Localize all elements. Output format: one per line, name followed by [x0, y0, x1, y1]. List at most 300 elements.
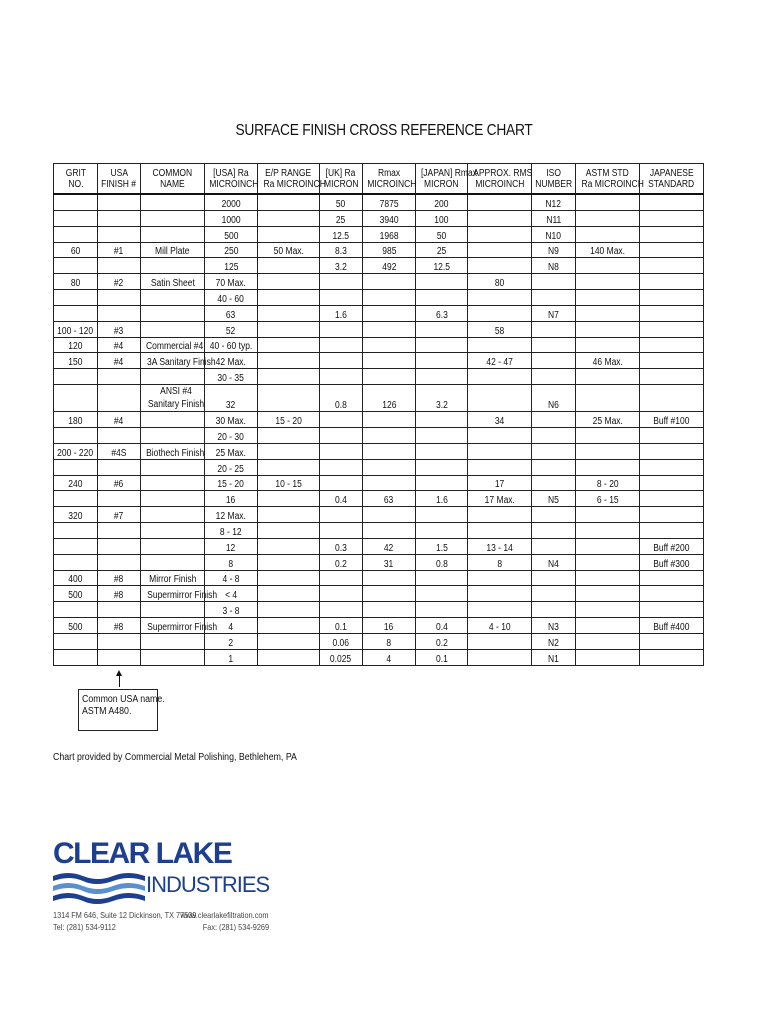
table-cell: [416, 491, 468, 507]
cell-text: N11: [546, 214, 561, 226]
table-cell: [468, 353, 532, 369]
table-cell: [141, 618, 218, 634]
table-cell: [576, 427, 640, 443]
table-cell: [468, 443, 532, 459]
table-cell: [640, 194, 704, 210]
cell-text: 0.1: [335, 621, 347, 633]
table-row: [54, 369, 704, 385]
cell-text: N1: [548, 653, 559, 665]
table-cell: [640, 523, 704, 539]
table-cell: [416, 507, 468, 523]
table-cell: [54, 554, 98, 570]
table-cell: [416, 337, 468, 353]
table-cell: [468, 602, 532, 618]
table-cell: [576, 353, 640, 369]
table-cell: [576, 554, 640, 570]
table-cell: [363, 602, 416, 618]
cell-text: 250: [223, 246, 239, 258]
cell-text: 100: [434, 214, 449, 226]
cell-text: N9: [548, 246, 559, 258]
table-cell: [258, 523, 320, 539]
table-cell: [98, 602, 141, 618]
table-cell: [532, 570, 576, 586]
table-cell: [141, 258, 205, 274]
column-header: [363, 164, 416, 195]
table-cell: [416, 649, 468, 665]
cell-text: Buff #300: [653, 558, 690, 570]
cell-text: Buff #400: [653, 621, 690, 633]
table-cell: [54, 321, 98, 337]
table-cell: [320, 633, 363, 649]
table-cell: [320, 602, 363, 618]
table-cell: [532, 618, 576, 634]
table-cell: [258, 194, 320, 210]
cell-text: 40 - 60: [217, 293, 245, 305]
table-cell: [98, 554, 141, 570]
cell-text: Commercial #4: [146, 341, 204, 353]
table-cell: [258, 353, 320, 369]
cell-text: 100 - 120: [57, 325, 94, 337]
cell-text: 16: [384, 621, 394, 633]
table-cell: [416, 242, 468, 258]
table-cell: [363, 538, 416, 554]
table-cell: [205, 475, 258, 491]
table-cell: [532, 633, 576, 649]
column-header-line: MICRON: [424, 178, 459, 190]
cell-text: 8.3: [335, 246, 347, 258]
table-cell: [54, 459, 98, 475]
column-header-line: STANDARD: [648, 178, 695, 190]
table-cell: [320, 210, 363, 226]
cell-text: 16: [226, 495, 236, 507]
table-row: [54, 507, 704, 523]
table-cell: [416, 618, 468, 634]
table-cell: [54, 369, 98, 385]
table-cell: [141, 290, 205, 306]
table-cell: [98, 443, 141, 459]
cell-text: #6: [114, 479, 124, 491]
table-cell: [54, 290, 98, 306]
table-cell: [141, 586, 218, 602]
table-cell: [640, 554, 704, 570]
cell-text: 1.6: [435, 495, 448, 507]
table-cell: [141, 385, 205, 412]
cell-text: 4: [228, 621, 234, 633]
table-cell: [205, 649, 258, 665]
column-header-line: GRIT: [65, 167, 86, 179]
table-row: [54, 210, 704, 226]
note-line-1: Common USA name.: [82, 694, 165, 705]
table-cell: [468, 305, 532, 321]
table-cell: [363, 242, 416, 258]
table-cell: [640, 226, 704, 242]
table-cell: [532, 353, 576, 369]
table-cell: [320, 538, 363, 554]
column-header: [320, 164, 363, 195]
table-cell: [576, 385, 640, 412]
table-row: [54, 226, 704, 242]
cell-text: 50: [436, 230, 447, 242]
cell-text: 42: [384, 542, 394, 554]
table-body: [54, 194, 704, 665]
table-cell: [576, 649, 640, 665]
table-cell: [468, 523, 532, 539]
table-row: [54, 649, 704, 665]
table-cell: [363, 290, 416, 306]
cell-text: 58: [494, 325, 505, 337]
cell-text: 500: [68, 590, 83, 602]
table-cell: [205, 633, 258, 649]
table-cell: [54, 618, 98, 634]
table-cell: [532, 290, 576, 306]
column-header: [640, 164, 704, 195]
contact-address: 1314 FM 646, Suite 12 Dickinson, TX 77539: [53, 910, 197, 920]
table-cell: [205, 602, 258, 618]
table-cell: [363, 586, 416, 602]
cell-text: #8: [114, 621, 124, 633]
table-cell: [416, 369, 468, 385]
table-cell: [54, 491, 98, 507]
table-cell: [54, 385, 98, 412]
table-row: [54, 258, 704, 274]
table-cell: [468, 554, 532, 570]
table-cell: [258, 649, 320, 665]
table-cell: [320, 385, 363, 412]
table-cell: [205, 385, 258, 412]
table-cell: [320, 274, 363, 290]
cell-text: 60: [70, 246, 81, 258]
table-row: [54, 321, 704, 337]
cell-text: 30 - 35: [217, 373, 245, 385]
note-line-2: ASTM A480.: [82, 706, 132, 717]
table-cell: [416, 554, 468, 570]
column-header-line: NUMBER: [535, 178, 573, 190]
cell-text: #4: [114, 357, 124, 369]
cell-text: N8: [548, 262, 559, 274]
table-cell: [576, 538, 640, 554]
table-cell: [141, 649, 205, 665]
table-cell: [363, 337, 416, 353]
table-cell: [258, 459, 320, 475]
cell-text: 15 - 20: [275, 415, 302, 427]
table-row: [54, 633, 704, 649]
table-cell: [363, 305, 416, 321]
table-cell: [640, 649, 704, 665]
cell-text: Supermirror Finish: [147, 621, 218, 633]
cell-text: 6 - 15: [596, 495, 619, 507]
table-cell: [320, 427, 363, 443]
table-cell: [258, 586, 320, 602]
table-cell: [54, 305, 98, 321]
cell-text: Supermirror Finish: [147, 590, 218, 602]
cell-text: 46 Max.: [592, 357, 623, 369]
table-cell: [98, 258, 141, 274]
table-cell: [640, 385, 704, 412]
chart-title: SURFACE FINISH CROSS REFERENCE CHART: [235, 122, 533, 139]
table-cell: [363, 649, 416, 665]
table-cell: [98, 633, 141, 649]
table-cell: [205, 554, 258, 570]
cell-text: 2000: [221, 198, 241, 210]
table-cell: [416, 538, 468, 554]
table-cell: [468, 459, 532, 475]
table-cell: [54, 353, 98, 369]
cell-text: N7: [548, 309, 559, 321]
table-cell: [576, 633, 640, 649]
cell-text: 25: [436, 246, 447, 258]
table-cell: [320, 618, 363, 634]
table-cell: [320, 507, 363, 523]
cell-text: #8: [114, 574, 124, 586]
table-cell: [468, 538, 532, 554]
cell-text: 13 - 14: [486, 542, 513, 554]
table-cell: [258, 305, 320, 321]
column-header-line: MICROINCH: [367, 178, 417, 190]
table-cell: [258, 210, 320, 226]
column-header-line: [USA] Ra: [213, 167, 249, 179]
table-cell: [640, 427, 704, 443]
cell-text: 7875: [379, 198, 399, 210]
table-cell: [141, 305, 205, 321]
table-cell: [98, 353, 141, 369]
table-cell: [141, 633, 205, 649]
column-header: [576, 164, 644, 195]
table-cell: [54, 443, 98, 459]
table-cell: [258, 274, 320, 290]
table-cell: [320, 369, 363, 385]
table-cell: [416, 194, 468, 210]
column-header-line: ISO: [546, 167, 561, 179]
table-cell: [141, 570, 205, 586]
contact-fax: Fax: (281) 534-9269: [202, 922, 269, 932]
table-cell: [98, 507, 141, 523]
table-cell: [640, 242, 704, 258]
table-cell: [468, 369, 532, 385]
table-cell: [363, 274, 416, 290]
cell-text: 8 - 20: [596, 479, 619, 491]
table-row: [54, 554, 704, 570]
table-cell: [98, 242, 141, 258]
cell-text: N5: [548, 495, 559, 507]
table-cell: [640, 210, 704, 226]
cell-text: 3A Sanitary Finish: [147, 357, 216, 369]
surface-finish-table: [53, 163, 704, 666]
logo-line-2: INDUSTRIES: [146, 872, 270, 897]
table-cell: [640, 459, 704, 475]
table-cell: [416, 443, 468, 459]
table-cell: [205, 523, 258, 539]
table-cell: [532, 412, 576, 428]
table-cell: [532, 194, 576, 210]
table-cell: [258, 242, 320, 258]
table-cell: [532, 305, 576, 321]
table-cell: [640, 337, 704, 353]
table-cell: [363, 475, 416, 491]
cell-text: 40 - 60 typ.: [209, 341, 253, 353]
table-cell: [576, 274, 640, 290]
table-cell: [205, 459, 258, 475]
cell-text: 126: [381, 400, 397, 412]
cell-text: 0.4: [435, 621, 448, 633]
table-cell: [320, 570, 363, 586]
table-cell: [640, 412, 704, 428]
table-cell: [141, 210, 205, 226]
cell-text: 12.5: [433, 262, 450, 274]
cell-text: 30 Max.: [215, 415, 247, 427]
table-cell: [320, 290, 363, 306]
cell-text: #4: [114, 341, 124, 353]
cell-text: 50: [336, 198, 346, 210]
cell-text: 500: [223, 230, 239, 242]
table-cell: [532, 491, 576, 507]
table-cell: [468, 258, 532, 274]
column-header-line: COMMON: [152, 167, 193, 179]
table-cell: [363, 507, 416, 523]
table-cell: [98, 305, 141, 321]
cell-text: Buff #100: [653, 415, 690, 427]
cell-text: 8: [228, 558, 234, 570]
table-cell: [98, 618, 141, 634]
table-cell: [640, 274, 704, 290]
table-cell: [258, 507, 320, 523]
cell-text: N6: [548, 400, 559, 412]
table-row: [54, 459, 704, 475]
table-cell: [640, 290, 704, 306]
table-cell: [98, 194, 141, 210]
table-cell: [363, 194, 416, 210]
table-cell: [363, 427, 416, 443]
table-cell: [532, 321, 576, 337]
cell-text: 492: [381, 262, 397, 274]
table-cell: [468, 274, 532, 290]
cell-text: 6.3: [435, 309, 448, 321]
column-header: [258, 164, 326, 195]
cell-text: 63: [226, 309, 236, 321]
cell-text: 63: [384, 495, 394, 507]
column-header-line: USA: [110, 167, 128, 179]
table-cell: [416, 459, 468, 475]
cell-text: 12: [226, 542, 236, 554]
table-cell: [141, 491, 205, 507]
column-header-line: Ra MICROINCH: [581, 178, 644, 190]
table-cell: [54, 412, 98, 428]
table-cell: [320, 459, 363, 475]
table-cell: [320, 258, 363, 274]
table-cell: [532, 242, 576, 258]
table-cell: [576, 242, 640, 258]
cell-text: #2: [114, 278, 124, 290]
table-cell: [532, 274, 576, 290]
column-header-line: FINISH #: [101, 178, 137, 190]
table-row: [54, 491, 704, 507]
cell-text: 20 - 25: [217, 463, 245, 475]
table-row: [54, 475, 704, 491]
table-cell: [320, 226, 363, 242]
table-cell: [205, 290, 258, 306]
table-cell: [205, 427, 258, 443]
cell-text: 0.8: [435, 558, 448, 570]
cell-text: N3: [548, 621, 559, 633]
cell-text: 42 - 47: [486, 357, 513, 369]
column-header: [98, 164, 141, 195]
cell-text: 80: [70, 278, 81, 290]
table-cell: [141, 475, 205, 491]
cell-text: 8: [386, 637, 392, 649]
cell-text: 0.2: [335, 558, 347, 570]
cell-text: 200 - 220: [57, 447, 94, 459]
table-cell: [258, 491, 320, 507]
table-header: [54, 164, 704, 195]
table-cell: [468, 649, 532, 665]
column-header: [205, 164, 258, 195]
table-cell: [532, 210, 576, 226]
cell-text: 25: [336, 214, 346, 226]
callout-note: [78, 689, 165, 731]
table-cell: [576, 586, 640, 602]
table-cell: [576, 602, 640, 618]
contact-website[interactable]: www.clearlakefiltration.com: [180, 910, 269, 920]
cell-text: 1000: [221, 214, 241, 226]
column-header: [141, 164, 205, 195]
table-cell: [532, 475, 576, 491]
table-cell: [141, 226, 205, 242]
table-cell: [205, 412, 258, 428]
table-cell: [205, 443, 258, 459]
table-cell: [532, 649, 576, 665]
table-cell: [98, 274, 141, 290]
table-cell: [98, 210, 141, 226]
table-cell: [468, 491, 532, 507]
table-cell: [468, 570, 532, 586]
table-cell: [363, 570, 416, 586]
cell-text: 240: [68, 479, 83, 491]
table-cell: [320, 475, 363, 491]
column-header-line: Rmax: [377, 167, 401, 179]
table-cell: [576, 369, 640, 385]
table-cell: [468, 385, 532, 412]
table-cell: [258, 258, 320, 274]
table-cell: [258, 475, 320, 491]
cell-text: 8 - 12: [220, 526, 242, 538]
table-cell: [205, 538, 258, 554]
table-cell: [320, 321, 363, 337]
cell-text: 400: [68, 574, 83, 586]
cell-text: 500: [68, 621, 83, 633]
cell-text: 0.4: [335, 495, 347, 507]
table-cell: [258, 337, 320, 353]
table-cell: [205, 194, 258, 210]
table-cell: [141, 337, 205, 353]
table-cell: [532, 538, 576, 554]
table-cell: [141, 321, 205, 337]
cell-text: 12.5: [332, 230, 350, 242]
table-cell: [320, 554, 363, 570]
table-cell: [576, 305, 640, 321]
table-cell: [416, 633, 468, 649]
cell-text: 42 Max.: [215, 357, 247, 369]
table-cell: [98, 459, 141, 475]
table-cell: [141, 443, 205, 459]
cell-text: #8: [114, 590, 124, 602]
cell-text: #1: [114, 246, 124, 258]
cell-text: 50 Max.: [273, 246, 304, 258]
table-cell: [98, 586, 141, 602]
cell-text: 15 - 20: [217, 479, 245, 491]
table-cell: [54, 538, 98, 554]
table-cell: [576, 210, 640, 226]
table-cell: [468, 290, 532, 306]
table-cell: [576, 523, 640, 539]
